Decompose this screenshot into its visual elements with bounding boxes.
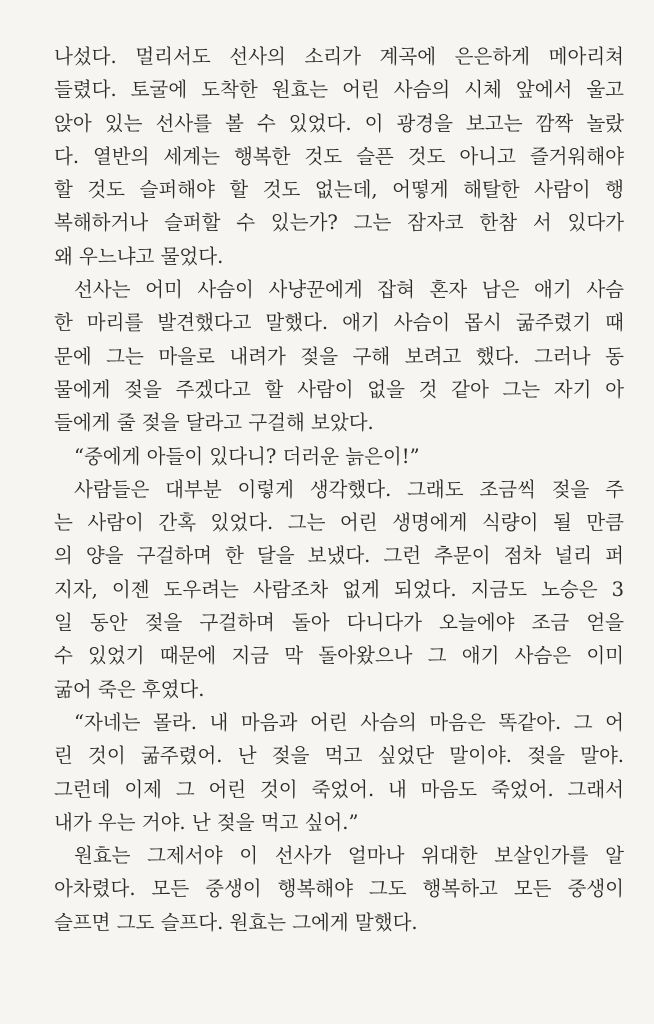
- text-line: 복해하거나 슬퍼할 수 있는가? 그는 잠자코 한참 서 있다가: [54, 211, 624, 235]
- text-line: 슬프면 그도 슬프다. 원효는 그에게 말했다.: [54, 910, 418, 934]
- text-line: 할 것도 슬퍼해야 할 것도 없는데, 어떻게 해탈한 사람이 행: [54, 178, 624, 202]
- text-line: 다. 열반의 세계는 행복한 것도 슬픈 것도 아니고 즐거워해야: [54, 144, 624, 168]
- text-line: 는 사람이 간혹 있었다. 그는 어린 생명에게 식량이 될 만큼: [54, 511, 624, 535]
- text-line: 원효는 그제서야 이 선사가 얼마나 위대한 보살인가를 알: [74, 844, 624, 868]
- text-line: 한 마리를 발견했다고 말했다. 애기 사슴이 몹시 굶주렸기 때: [54, 311, 624, 335]
- text-line: 의 양을 구걸하며 한 달을 보냈다. 그런 추문이 점차 널리 퍼: [54, 544, 624, 568]
- text-line: 들렸다. 토굴에 도착한 원효는 어린 사슴의 시체 앞에서 울고: [54, 78, 624, 102]
- text-line: 내가 우는 거야. 난 젖을 먹고 싶어.”: [54, 810, 359, 834]
- text-line: 선사는 어미 사슴이 사냥꾼에게 잡혀 혼자 남은 애기 사슴: [74, 278, 624, 302]
- text-line: 수 있었기 때문에 지금 막 돌아왔으나 그 애기 사슴은 이미: [54, 644, 624, 668]
- text-line: 들에게 줄 젖을 달라고 구걸해 보았다.: [54, 411, 374, 435]
- text-line: 문에 그는 마을로 내려가 젖을 구해 보려고 했다. 그러나 동: [54, 344, 624, 368]
- text-line: 지자, 이젠 도우려는 사람조차 없게 되었다. 지금도 노승은 3: [54, 577, 624, 601]
- text-line: 굶어 죽은 후였다.: [54, 677, 205, 701]
- text-line: 그런데 이제 그 어린 것이 죽었어. 내 마음도 죽었어. 그래서: [54, 777, 624, 801]
- text-line: 왜 우느냐고 물었다.: [54, 244, 224, 268]
- text-line: “중에게 아들이 있다니? 더러운 늙은이!”: [74, 444, 420, 468]
- text-line: 아차렸다. 모든 중생이 행복해야 그도 행복하고 모든 중생이: [54, 877, 624, 901]
- text-line: “자네는 몰라. 내 마음과 어린 사슴의 마음은 똑같아. 그 어: [74, 710, 624, 734]
- text-line: 린 것이 굶주렸어. 난 젖을 먹고 싶었단 말이야. 젖을 말야.: [54, 744, 624, 768]
- text-line: 나섰다. 멀리서도 선사의 소리가 계곡에 은은하게 메아리쳐: [54, 45, 624, 68]
- text-line: 앉아 있는 선사를 볼 수 있었다. 이 광경을 보고는 깜짝 놀랐: [54, 111, 624, 135]
- text-line: 물에게 젖을 주겠다고 할 사람이 없을 것 같아 그는 자기 아: [54, 377, 624, 401]
- text-line: 일 동안 젖을 구걸하며 돌아 다니다가 오늘에야 조금 얻을: [54, 611, 624, 635]
- text-line: 사람들은 대부분 이렇게 생각했다. 그래도 조금씩 젖을 주: [74, 477, 624, 501]
